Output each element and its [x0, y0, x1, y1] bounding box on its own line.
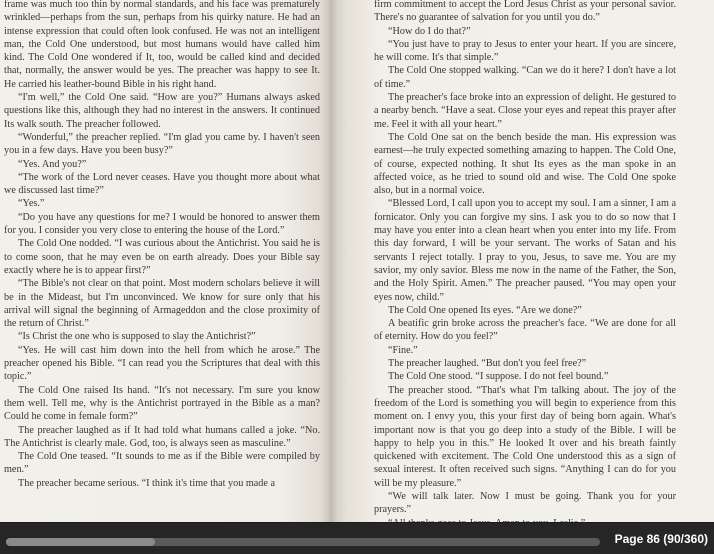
paragraph: The Cold One stopped walking. “Can we do it here? I don't have a lot of time.” [374, 65, 676, 90]
scrollbar-thumb[interactable] [6, 538, 155, 546]
paragraph: firm commitment to accept the Lord Jesus Christ as your personal savior. There's no guarantee of salvation for you until you do.” [374, 0, 676, 24]
paragraph: The preacher stood. “That's what I'm talking about. The joy of the freedom of the Lord is something you will begin to experience from this moment on. I envy you, this your first day of being born again. What's important now is that you go deep into a study of the Bible. I will be happy to help you in this.” He looked It over and his breath faintly quickened with excitement. The Cold One understood this as a sign of sexual interest. It often received such signs. “Anything I can do for you will be my pleasure.” [374, 384, 676, 489]
paragraph: “Is Christ the one who is supposed to slay the Antichrist?” [18, 331, 256, 343]
right-page-text [374, 0, 676, 530]
left-page-text [4, 0, 320, 490]
paragraph: “Fine.” [388, 344, 418, 356]
left-page [0, 0, 330, 522]
paragraph: The Cold One opened Its eyes. “Are we done?” [388, 304, 582, 316]
paragraph: The preacher's face broke into an expression of delight. He gestured to a nearby bench. “Have a seat. Close your eyes and repeat this prayer after me. Feel it with all your heart.” [374, 92, 676, 130]
page-scrollbar[interactable] [6, 538, 600, 546]
paragraph: “The Bible's not clear on that point. Most modern scholars believe it will be in the Mideast, but I'm unconvinced. We know for sure only that his arrival will signal the beginning of Armageddon and the close proximity of the return of Christ.” [4, 278, 320, 330]
paragraph: frame was much too thin by normal standards, and his face was prematurely wrinkled—perhaps from the sun, perhaps from his quirky nature. He had an intense expression that could often look confused. He was not an intelligent man, the Cold One understood, but most humans would have called him kind. The Cold One wondered if It, too, would be called kind and decided that, normally, the answer would be yes. The preacher was happy to see It. He carried his leather-bound Bible in his right hand. [4, 0, 320, 90]
paragraph: The Cold One sat on the bench beside the man. His expression was earnest—he truly expected something amazing to happen. The Cold One, of course, expected nothing. It shut Its eyes as the man spoke in an affected voice, as he tried to sound old and wise. The Cold One spoke also, but in a normal voice. [374, 131, 676, 197]
paragraph: The preacher laughed as if It had told what humans called a joke. “No. The Antichrist is clearly male. God, too, is always seen as masculine.” [4, 424, 320, 449]
paragraph: “Yes. And you?” [18, 158, 87, 170]
bottom-toolbar [0, 522, 714, 554]
page-indicator: Page 86 (90/360) [614, 532, 708, 546]
paragraph: The Cold One nodded. “I was curious about the Antichrist. You said he is to come soon, that he may even be on earth already. Does your Bible say exactly where he is to appear first?” [4, 238, 320, 276]
paragraph: The preacher laughed. “But don't you feel free?” [388, 358, 587, 370]
paragraph: A beatific grin broke across the preacher's face. “We are done for all of eternity. How do you feel?” [374, 318, 676, 343]
paragraph: The Cold One stood. “I suppose. I do not feel bound.” [388, 371, 609, 383]
paragraph: “Do you have any questions for me? I would be honored to answer them for you. I consider you very close to entering the house of the Lord.” [4, 211, 320, 237]
paragraph: “I'm well,” the Cold One said. “How are you?” Humans always asked questions like this, although they had no interest in the answers. It continued Its walk south. The preacher followed. [4, 92, 320, 130]
paragraph: The preacher became serious. “I think it's time that you made a [18, 477, 275, 489]
paragraph: “Yes. He will cast him down into the hell from which he arose.” The preacher opened his Bible. “I can read you the Scriptures that deal with this topic.” [4, 344, 320, 383]
paragraph: The Cold One teased. “It sounds to me as if the Bible were compiled by men.” [4, 451, 320, 476]
paragraph: “You just have to pray to Jesus to enter your heart. If you are sincere, he will come. It's that simple.” [374, 38, 676, 64]
paragraph: The Cold One raised Its hand. “It's not necessary. I'm sure you know them well. Tell me, why is the Antichrist portrayed in the Bible as a man? Could he come in female form?” [4, 384, 320, 423]
right-page [350, 0, 714, 522]
paragraph: “Blessed Lord, I call upon you to accept my soul. I am a sinner, I am a fornicator. Only you can forgive my sins. I ask you to do so now that I may have you enter into a clean heart when you enter into my life. From this day forward, I will be your servant. The works of Satan and his servants I reject totally. I pray to you, Jesus, to save me. You are my savior, my only savior. Bless me now in the name of the Father, the Son, and the Holy Spirit. Amen.” The preacher paused. “You may open your eyes now, child.” [374, 198, 676, 303]
paragraph: “Yes.” [18, 198, 45, 210]
paragraph: “The work of the Lord never ceases. Have you thought more about what we discussed last time?” [4, 171, 320, 197]
paragraph: “Wonderful,” the preacher replied. “I'm glad you came by. I haven't seen you in a few days. Have you been busy?” [4, 131, 320, 157]
paragraph: “We will talk later. Now I must be going. Thank you for your prayers.” [374, 490, 676, 516]
paragraph: “How do I do that?” [388, 25, 471, 37]
book-gutter [330, 0, 350, 522]
